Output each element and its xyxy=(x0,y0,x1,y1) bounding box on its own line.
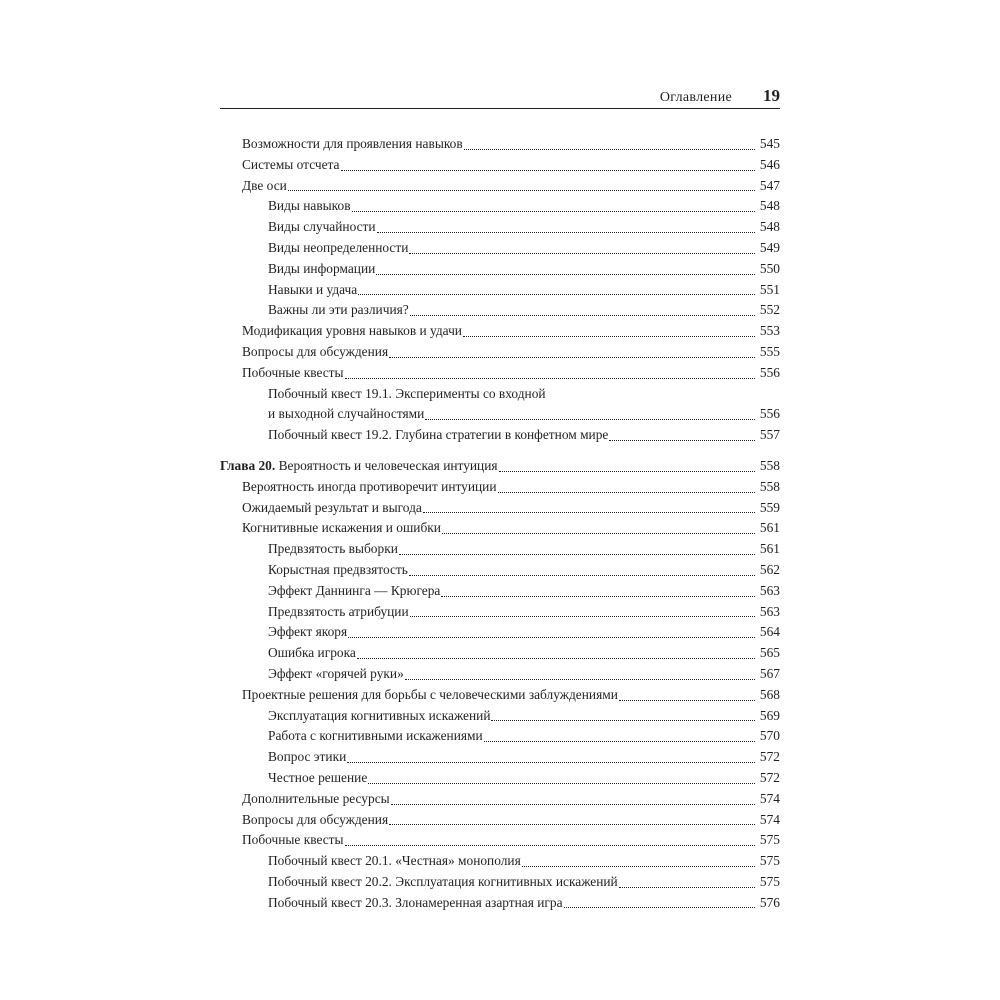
toc-page-number: 555 xyxy=(759,343,780,359)
dot-leader xyxy=(389,357,755,358)
toc-entry-label: Побочный квест 20.1. «Честная» монополия xyxy=(268,853,521,869)
toc-page-number: 551 xyxy=(759,281,780,297)
toc-entry-label: Вопросы для обсуждения xyxy=(242,811,389,827)
table-of-contents xyxy=(220,134,780,913)
toc-entry[interactable] xyxy=(220,872,780,893)
header-title: Оглавление xyxy=(659,90,732,105)
toc-page-number: 574 xyxy=(759,790,780,806)
toc-entry[interactable] xyxy=(220,789,780,810)
toc-entry-label: Виды случайности xyxy=(268,219,376,235)
toc-page-number: 552 xyxy=(759,302,780,318)
dot-leader xyxy=(425,419,755,420)
toc-entry[interactable] xyxy=(220,622,780,643)
toc-page-number: 572 xyxy=(759,749,780,765)
dot-leader xyxy=(619,887,755,888)
toc-page-number: 556 xyxy=(759,406,780,422)
toc-page-number: 563 xyxy=(759,582,780,598)
toc-entry-label: Побочные квесты xyxy=(242,832,344,848)
toc-entry[interactable] xyxy=(220,238,780,259)
toc-entry-label: Ожидаемый результат и выгода xyxy=(242,499,422,515)
toc-entry[interactable] xyxy=(220,560,780,581)
toc-entry[interactable] xyxy=(220,747,780,768)
dot-leader xyxy=(564,907,755,908)
toc-page-number: 557 xyxy=(759,427,780,443)
dot-leader xyxy=(410,616,755,617)
toc-entry[interactable] xyxy=(220,851,780,872)
header-page-number: 19 xyxy=(763,86,780,105)
toc-page-number: 570 xyxy=(759,728,780,744)
dot-leader xyxy=(409,575,755,576)
toc-entry-label: Проектные решения для борьбы с человеческими заблуждениями xyxy=(242,686,618,702)
toc-entry[interactable] xyxy=(220,196,780,217)
toc-page-number: 548 xyxy=(759,198,780,214)
toc-entry-label: Предвзятость атрибуции xyxy=(268,603,409,619)
toc-entry-label: Модификация уровня навыков и удачи xyxy=(242,323,462,339)
dot-leader xyxy=(376,274,755,275)
dot-leader xyxy=(345,845,755,846)
toc-entry[interactable] xyxy=(220,685,780,706)
dot-leader xyxy=(377,232,755,233)
toc-entry-label: Побочный квест 20.2. Эксплуатация когнитивных искажений xyxy=(268,873,618,889)
toc-entry-label: Побочный квест 19.2. Глубина стратегии в конфетном мире xyxy=(268,427,609,443)
toc-page-number: 549 xyxy=(759,239,780,255)
toc-entry-label: Виды неопределенности xyxy=(268,239,409,255)
toc-entry[interactable] xyxy=(220,706,780,727)
toc-entry-label xyxy=(220,456,498,477)
dot-leader xyxy=(358,294,755,295)
dot-leader xyxy=(399,554,755,555)
dot-leader xyxy=(498,492,755,493)
dot-leader xyxy=(442,533,755,534)
dot-leader xyxy=(288,190,755,191)
dot-leader xyxy=(609,440,755,441)
toc-entry-label: Виды информации xyxy=(268,260,376,276)
toc-page-number: 561 xyxy=(759,541,780,557)
toc-entry[interactable] xyxy=(220,518,780,539)
toc-page-number: 561 xyxy=(759,520,780,536)
toc-page-number: 575 xyxy=(759,832,780,848)
toc-entry[interactable] xyxy=(220,217,780,238)
toc-entry-label: Эффект якоря xyxy=(268,624,348,640)
toc-entry-label: Работа с когнитивными искажениями xyxy=(268,728,483,744)
toc-page-number: 565 xyxy=(759,645,780,661)
toc-entry-label: Две оси xyxy=(242,177,287,193)
toc-page-number: 567 xyxy=(759,665,780,681)
toc-page-number: 550 xyxy=(759,260,780,276)
toc-entry[interactable] xyxy=(220,477,780,498)
dot-leader xyxy=(522,866,755,867)
toc-entry-label: Честное решение xyxy=(268,769,368,785)
toc-page-number: 559 xyxy=(759,499,780,515)
toc-entry[interactable] xyxy=(220,176,780,197)
toc-entry[interactable] xyxy=(220,726,780,747)
dot-leader xyxy=(409,253,755,254)
dot-leader xyxy=(352,211,755,212)
toc-entry-label: Побочный квест 20.3. Злонамеренная азартная игра xyxy=(268,894,563,910)
toc-page-number: 558 xyxy=(759,478,780,494)
toc-entry-label: Навыки и удача xyxy=(268,281,358,297)
toc-entry[interactable] xyxy=(220,810,780,831)
toc-entry-label: Эффект «горячей руки» xyxy=(268,665,404,681)
toc-entry[interactable] xyxy=(220,768,780,789)
chapter-title: Вероятность и человеческая интуиция xyxy=(278,457,498,473)
toc-entry-label: Важны ли эти различия? xyxy=(268,302,409,318)
toc-entry-label: Когнитивные искажения и ошибки xyxy=(242,520,441,536)
toc-entry[interactable] xyxy=(220,134,780,155)
dot-leader xyxy=(389,824,755,825)
toc-entry-label: Побочный квест 19.1. Эксперименты со входной xyxy=(268,385,546,401)
toc-entry-label: Вопросы для обсуждения xyxy=(242,343,389,359)
toc-entry[interactable] xyxy=(220,539,780,560)
toc-entry[interactable] xyxy=(220,830,780,851)
dot-leader xyxy=(345,378,755,379)
toc-entry-line xyxy=(220,384,780,405)
dot-leader xyxy=(464,149,755,150)
toc-page-number: 576 xyxy=(759,894,780,910)
toc-entry[interactable] xyxy=(220,155,780,176)
toc-page-number: 569 xyxy=(759,707,780,723)
toc-entry-label: Эксплуатация когнитивных искажений xyxy=(268,707,491,723)
toc-page-number: 575 xyxy=(759,873,780,889)
toc-page-number: 553 xyxy=(759,323,780,339)
toc-entry[interactable] xyxy=(220,664,780,685)
dot-leader xyxy=(491,720,755,721)
dot-leader xyxy=(441,596,755,597)
running-header xyxy=(220,86,780,109)
toc-entry[interactable] xyxy=(220,602,780,623)
toc-entry-label: Ошибка игрока xyxy=(268,645,356,661)
dot-leader xyxy=(391,804,755,805)
toc-entry-label: Корыстная предвзятость xyxy=(268,561,408,577)
dot-leader xyxy=(341,170,755,171)
toc-entry[interactable] xyxy=(220,342,780,363)
toc-page-number: 556 xyxy=(759,364,780,380)
dot-leader xyxy=(463,336,755,337)
dot-leader xyxy=(405,679,755,680)
toc-entry[interactable] xyxy=(220,498,780,519)
toc-page-number: 572 xyxy=(759,769,780,785)
dot-leader xyxy=(368,783,755,784)
dot-leader xyxy=(347,762,755,763)
toc-entry[interactable] xyxy=(220,280,780,301)
toc-page-number: 548 xyxy=(759,219,780,235)
dot-leader xyxy=(499,471,755,472)
toc-entry-label: Эффект Даннинга — Крюгера xyxy=(268,582,441,598)
dot-leader xyxy=(357,658,755,659)
toc-entry[interactable] xyxy=(220,259,780,280)
chapter-number: Глава 20. xyxy=(220,457,276,473)
dot-leader xyxy=(348,637,755,638)
toc-page-number: 574 xyxy=(759,811,780,827)
toc-chapter-entry[interactable] xyxy=(220,456,780,477)
toc-entry-label: Системы отсчета xyxy=(242,156,340,172)
toc-entry[interactable] xyxy=(220,581,780,602)
toc-entry[interactable] xyxy=(220,643,780,664)
dot-leader xyxy=(410,315,755,316)
dot-leader xyxy=(423,512,755,513)
dot-leader xyxy=(619,700,755,701)
toc-entry[interactable] xyxy=(220,893,780,914)
toc-entry[interactable] xyxy=(220,300,780,321)
toc-entry-label: Дополнительные ресурсы xyxy=(242,790,390,806)
toc-entry-label: Вопрос этики xyxy=(268,749,347,765)
toc-entry-label: и выходной случайностями xyxy=(268,406,425,422)
toc-entry-label: Вероятность иногда противоречит интуиции xyxy=(242,478,497,494)
toc-entry[interactable] xyxy=(220,404,780,425)
toc-page-number: 545 xyxy=(759,136,780,151)
toc-page-number: 563 xyxy=(759,603,780,619)
toc-entry-label: Предвзятость выборки xyxy=(268,541,398,557)
toc-entry-label: Виды навыков xyxy=(268,198,351,214)
toc-entry-label: Возможности для проявления навыков xyxy=(242,136,463,151)
toc-entry[interactable] xyxy=(220,425,780,446)
toc-page-number: 564 xyxy=(759,624,780,640)
toc-entry[interactable] xyxy=(220,321,780,342)
toc-page-number: 546 xyxy=(759,156,780,172)
toc-page-number: 568 xyxy=(759,686,780,702)
toc-entry-label: Побочные квесты xyxy=(242,364,344,380)
toc-page-number: 558 xyxy=(759,457,780,473)
chapter-gap xyxy=(220,446,780,456)
toc-page-number: 547 xyxy=(759,177,780,193)
toc-page-number: 575 xyxy=(759,853,780,869)
toc-entry[interactable] xyxy=(220,363,780,384)
dot-leader xyxy=(484,741,755,742)
toc-page-number: 562 xyxy=(759,561,780,577)
